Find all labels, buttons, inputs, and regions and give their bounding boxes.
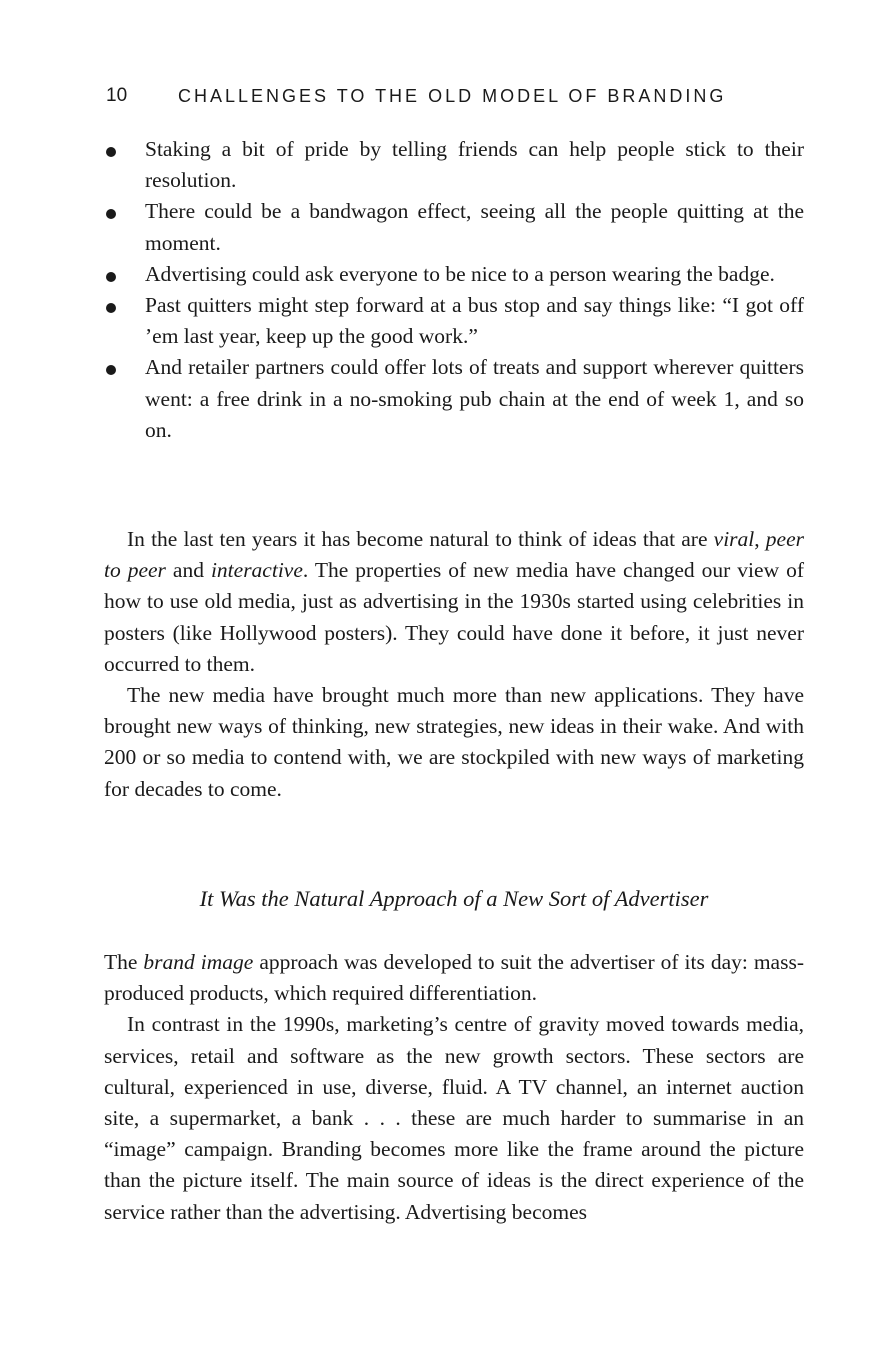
list-item <box>104 352 804 446</box>
section-subheading: It Was the Natural Approach of a New Sort of Advertiser <box>199 886 709 911</box>
list-item <box>104 196 804 258</box>
list-item-text: Staking a bit of pride by telling friends can help people stick to their resolution. <box>145 137 804 193</box>
list-item <box>104 290 804 352</box>
bullet-list <box>104 134 804 446</box>
list-item <box>104 259 804 290</box>
paragraph: In contrast in the 1990s, marketing’s centre of gravity moved towards media, services, retail and software as the new growth sectors. These sectors are cultural, experienced in use, diverse, fluid. A TV channel, an internet auction site, a supermarket, a bank . . . these are much harder to summarise in an “image” campaign. Branding becomes more like the frame around the picture than the picture itself. The main source of ideas is the direct experience of the service rather than the advertising. Advertising becomes <box>104 1012 804 1224</box>
list-item-text: There could be a bandwagon effect, seeing all the people quitting at the moment. <box>145 199 804 255</box>
bullet-icon <box>106 147 116 157</box>
text-run: The <box>104 950 144 974</box>
italic-term: interactive <box>210 558 303 583</box>
italic-term: peer to peer <box>104 527 804 583</box>
italic-term: viral <box>713 527 755 551</box>
paragraph: The new media have brought much more than new applications. They have brought new ways of thinking, new strategies, new ideas in their wake. And with 200 or so media to contend with, we are stockpiled with new ways of marketing for decades to come. <box>104 683 804 801</box>
list-item <box>104 134 804 196</box>
list-item-text: Advertising could ask everyone to be nice to a person wearing the badge. <box>145 261 775 286</box>
text-run: . The properties of new media have changed our view of how to use old media, just as advertising in the 1930s started using celebrities in posters (like Hollywood posters). They could have done it before, it just never occurred to them. <box>104 558 805 676</box>
bullet-icon <box>106 272 116 282</box>
bullet-icon <box>106 303 116 313</box>
running-title: CHALLENGES TO THE OLD MODEL OF BRANDING <box>178 86 727 106</box>
body-section-new-advertiser <box>104 947 804 1228</box>
bullet-icon <box>106 209 116 219</box>
paragraph <box>104 947 804 1009</box>
text-run: and <box>165 558 211 583</box>
list-item-text: And retailer partners could offer lots of treats and support wherever quitters went: a free drink in a no-smoking pub chain at the end of week 1, and so on. <box>145 355 804 442</box>
body-section-new-media <box>104 524 804 805</box>
text-run: In the last ten years it has become natural to think of ideas that are <box>127 527 714 551</box>
text-run: , <box>754 527 766 551</box>
list-item-text: Past quitters might step forward at a bus stop and say things like: “I got off ’em last year, keep up the good work.” <box>145 293 804 349</box>
text-run: approach was developed to suit the advertiser of its day: mass-produced products, which required differentiation. <box>104 950 804 1006</box>
paragraph <box>104 524 804 680</box>
page-number: 10 <box>106 85 128 106</box>
bullet-icon <box>106 365 116 375</box>
italic-term: brand image <box>143 950 254 974</box>
running-head <box>104 84 804 108</box>
